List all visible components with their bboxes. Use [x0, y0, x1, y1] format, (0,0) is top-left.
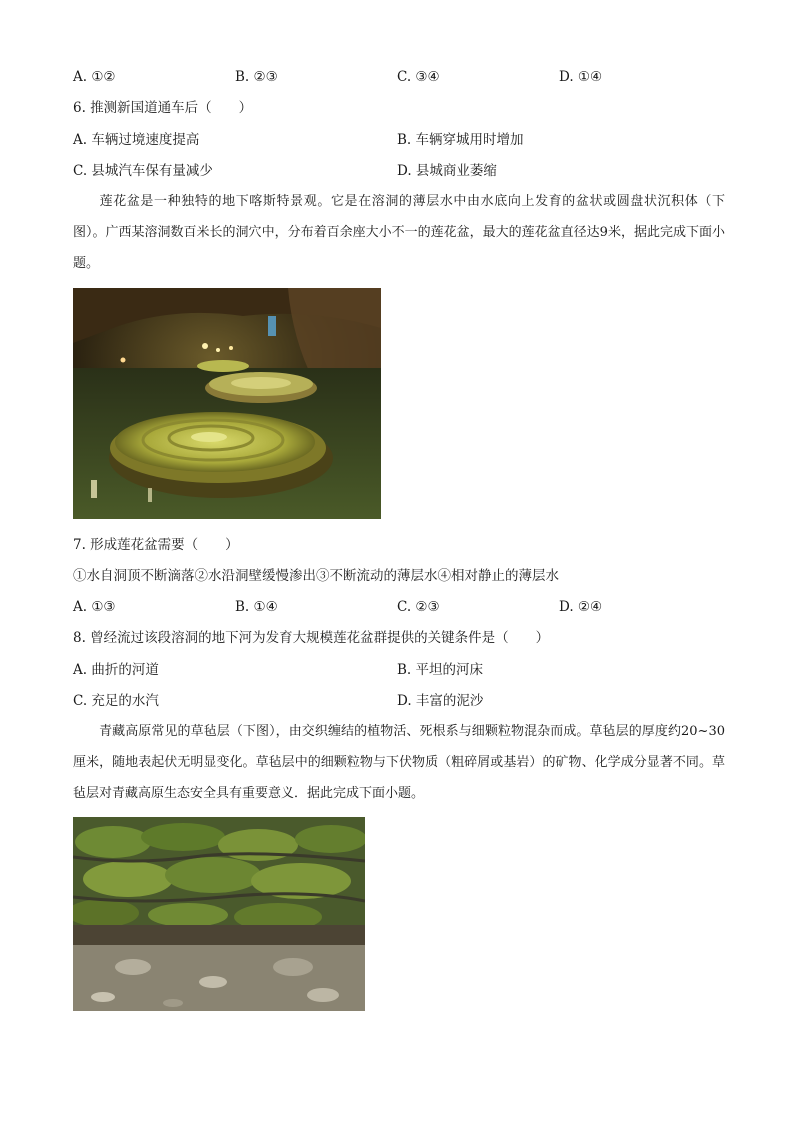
q6-option-a[interactable]: A. 车辆过境速度提高	[73, 132, 200, 148]
passage-lotus-basin-text: 莲花盆是一种独特的地下喀斯特景观。它是在溶洞的薄层水中由水底向上发育的盆状或圆盘状沉积体（下图）。广西某溶洞数百米长的洞穴中，分布着百余座大小不一的莲花盆，最大的莲花盆直径达9米，据此完成下面小题。	[73, 194, 725, 271]
q8-option-c[interactable]: C. 充足的水汽	[73, 693, 159, 709]
q7-option-d[interactable]: D. ②④	[559, 599, 603, 615]
q8-stem: 8. 曾经流过该段溶洞的地下河为发育大规模莲花盆群提供的关键条件是（ ）	[73, 630, 550, 646]
turf-layer-photo	[73, 817, 365, 1011]
q7-option-c[interactable]: C. ②③	[397, 599, 440, 615]
q7-stem: 7. 形成莲花盆需要（ ）	[73, 537, 239, 553]
q6-option-c[interactable]: C. 县城汽车保有量减少	[73, 163, 213, 179]
q6-option-b[interactable]: B. 车辆穿城用时增加	[397, 132, 524, 148]
passage-turf-layer	[73, 716, 725, 809]
passage-turf-layer-text: 青藏高原常见的草毡层（下图），由交织缠结的植物活、死根系与细颗粒物混杂而成。草毡层的厚度约20~30厘米，随地表起伏无明显变化。草毡层中的细颗粒物与下伏物质（粗碎屑或基岩）的矿物、化学成分显著不同。草毡层对青藏高原生态安全具有重要意义．据此完成下面小题。	[73, 724, 725, 801]
q6-option-d[interactable]: D. 县城商业萎缩	[397, 163, 497, 179]
cave-lotus-basin-photo	[73, 288, 381, 519]
q7-conditions: ①水自洞顶不断滴落②水沿洞壁缓慢渗出③不断流动的薄层水④相对静止的薄层水	[73, 568, 559, 584]
q7-option-a[interactable]: A. ①③	[73, 599, 116, 615]
q5-option-b[interactable]: B. ②③	[235, 69, 278, 85]
q5-option-d[interactable]: D. ①④	[559, 69, 603, 85]
q7-option-b[interactable]: B. ①④	[235, 599, 278, 615]
q5-option-c[interactable]: C. ③④	[397, 69, 440, 85]
q8-option-d[interactable]: D. 丰富的泥沙	[397, 693, 484, 709]
passage-lotus-basin	[73, 186, 725, 279]
q5-option-a[interactable]: A. ①②	[73, 69, 116, 85]
q6-stem: 6. 推测新国道通车后（ ）	[73, 100, 253, 116]
q8-option-a[interactable]: A. 曲折的河道	[73, 662, 159, 678]
q8-option-b[interactable]: B. 平坦的河床	[397, 662, 484, 678]
